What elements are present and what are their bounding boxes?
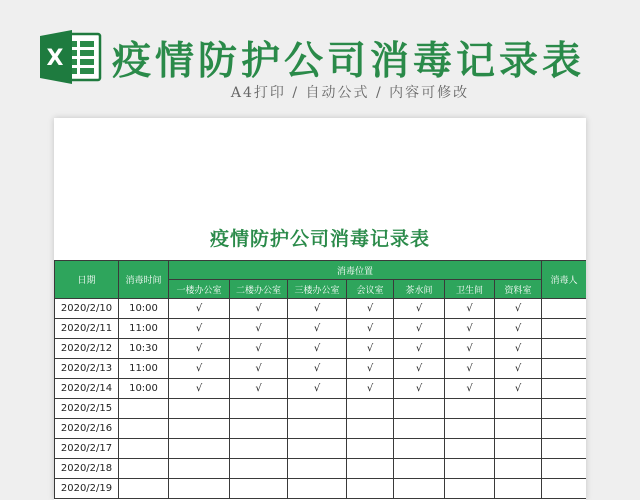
- checkmark-cell[interactable]: [169, 439, 230, 459]
- checkmark-cell[interactable]: [445, 459, 495, 479]
- checkmark-cell[interactable]: [347, 479, 394, 499]
- checkmark-cell[interactable]: √: [169, 379, 230, 399]
- disinfection-record-table: [54, 260, 586, 499]
- checkmark-cell[interactable]: √: [394, 319, 445, 339]
- date-cell[interactable]: 2020/2/13: [55, 359, 119, 379]
- header-person: 消毒人: [542, 261, 586, 299]
- checkmark-cell[interactable]: [495, 479, 542, 499]
- checkmark-cell[interactable]: √: [495, 299, 542, 319]
- checkmark-cell[interactable]: [394, 419, 445, 439]
- header-location: 卫生间: [445, 280, 495, 299]
- header-location: 茶水间: [394, 280, 445, 299]
- checkmark-cell[interactable]: √: [169, 319, 230, 339]
- checkmark-cell[interactable]: √: [445, 359, 495, 379]
- time-cell[interactable]: 11:00: [119, 359, 169, 379]
- time-cell[interactable]: 10:00: [119, 379, 169, 399]
- checkmark-cell[interactable]: [230, 419, 288, 439]
- table-row: [55, 439, 587, 459]
- checkmark-cell[interactable]: [445, 399, 495, 419]
- checkmark-cell[interactable]: √: [230, 299, 288, 319]
- checkmark-cell[interactable]: √: [288, 299, 347, 319]
- date-cell[interactable]: 2020/2/17: [55, 439, 119, 459]
- header-location: 二楼办公室: [230, 280, 288, 299]
- table-row: [55, 319, 587, 339]
- checkmark-cell[interactable]: [495, 459, 542, 479]
- header-location: 会议室: [347, 280, 394, 299]
- checkmark-cell[interactable]: √: [445, 339, 495, 359]
- checkmark-cell[interactable]: √: [169, 359, 230, 379]
- date-cell[interactable]: 2020/2/11: [55, 319, 119, 339]
- checkmark-cell[interactable]: [288, 479, 347, 499]
- checkmark-cell[interactable]: [230, 399, 288, 419]
- checkmark-cell[interactable]: [394, 399, 445, 419]
- table-row: [55, 359, 587, 379]
- checkmark-cell[interactable]: √: [169, 299, 230, 319]
- checkmark-cell[interactable]: √: [495, 319, 542, 339]
- checkmark-cell[interactable]: [394, 459, 445, 479]
- checkmark-cell[interactable]: [169, 399, 230, 419]
- person-cell[interactable]: [542, 339, 586, 359]
- checkmark-cell[interactable]: √: [347, 339, 394, 359]
- sheet-title: 疫情防护公司消毒记录表: [209, 228, 430, 250]
- checkmark-cell[interactable]: √: [495, 339, 542, 359]
- time-cell[interactable]: [119, 399, 169, 419]
- table-row: [55, 339, 587, 359]
- date-cell[interactable]: 2020/2/12: [55, 339, 119, 359]
- person-cell[interactable]: [542, 459, 586, 479]
- checkmark-cell[interactable]: √: [495, 359, 542, 379]
- time-cell[interactable]: 10:30: [119, 339, 169, 359]
- checkmark-cell[interactable]: √: [495, 379, 542, 399]
- checkmark-cell[interactable]: [288, 459, 347, 479]
- checkmark-cell[interactable]: √: [230, 339, 288, 359]
- checkmark-cell[interactable]: [288, 399, 347, 419]
- date-cell[interactable]: 2020/2/16: [55, 419, 119, 439]
- checkmark-cell[interactable]: √: [394, 299, 445, 319]
- header-date: 日期: [55, 261, 119, 299]
- date-cell[interactable]: 2020/2/14: [55, 379, 119, 399]
- checkmark-cell[interactable]: [495, 419, 542, 439]
- spreadsheet-page: [54, 118, 586, 500]
- banner: [0, 0, 640, 118]
- date-cell[interactable]: 2020/2/18: [55, 459, 119, 479]
- checkmark-cell[interactable]: √: [347, 319, 394, 339]
- checkmark-cell[interactable]: √: [445, 299, 495, 319]
- person-cell[interactable]: [542, 299, 586, 319]
- checkmark-cell[interactable]: √: [288, 379, 347, 399]
- checkmark-cell[interactable]: [495, 439, 542, 459]
- checkmark-cell[interactable]: √: [288, 319, 347, 339]
- page-subtitle: A4打印 / 自动公式 / 内容可修改: [230, 85, 470, 101]
- checkmark-cell[interactable]: [347, 399, 394, 419]
- checkmark-cell[interactable]: √: [347, 379, 394, 399]
- table-row: [55, 379, 587, 399]
- checkmark-cell[interactable]: [445, 479, 495, 499]
- checkmark-cell[interactable]: [394, 479, 445, 499]
- checkmark-cell[interactable]: [169, 479, 230, 499]
- time-cell[interactable]: 10:00: [119, 299, 169, 319]
- checkmark-cell[interactable]: [495, 399, 542, 419]
- checkmark-cell[interactable]: √: [347, 299, 394, 319]
- checkmark-cell[interactable]: [445, 419, 495, 439]
- table-row: [55, 459, 587, 479]
- checkmark-cell[interactable]: √: [394, 359, 445, 379]
- checkmark-cell[interactable]: √: [169, 339, 230, 359]
- checkmark-cell[interactable]: [394, 439, 445, 459]
- header-location-group: 消毒位置: [169, 261, 542, 280]
- person-cell[interactable]: [542, 479, 586, 499]
- time-cell[interactable]: [119, 439, 169, 459]
- header-time: 消毒时间: [119, 261, 169, 299]
- time-cell[interactable]: [119, 419, 169, 439]
- table-row: [55, 299, 587, 319]
- checkmark-cell[interactable]: [169, 459, 230, 479]
- checkmark-cell[interactable]: [169, 419, 230, 439]
- person-cell[interactable]: [542, 319, 586, 339]
- checkmark-cell[interactable]: [288, 439, 347, 459]
- page-title: 疫情防护公司消毒记录表: [112, 39, 586, 84]
- time-cell[interactable]: [119, 479, 169, 499]
- checkmark-cell[interactable]: √: [445, 379, 495, 399]
- checkmark-cell[interactable]: √: [288, 359, 347, 379]
- checkmark-cell[interactable]: √: [394, 379, 445, 399]
- checkmark-cell[interactable]: [288, 419, 347, 439]
- checkmark-cell[interactable]: [230, 459, 288, 479]
- checkmark-cell[interactable]: [230, 439, 288, 459]
- date-cell[interactable]: 2020/2/15: [55, 399, 119, 419]
- person-cell[interactable]: [542, 359, 586, 379]
- header-location: 资料室: [495, 280, 542, 299]
- table-row: [55, 419, 587, 439]
- checkmark-cell[interactable]: √: [230, 379, 288, 399]
- checkmark-cell[interactable]: [445, 439, 495, 459]
- checkmark-cell[interactable]: √: [230, 359, 288, 379]
- checkmark-cell[interactable]: √: [394, 339, 445, 359]
- time-cell[interactable]: 11:00: [119, 319, 169, 339]
- checkmark-cell[interactable]: √: [288, 339, 347, 359]
- date-cell[interactable]: 2020/2/19: [55, 479, 119, 499]
- checkmark-cell[interactable]: √: [347, 359, 394, 379]
- checkmark-cell[interactable]: [347, 419, 394, 439]
- excel-logo-letter: X: [46, 46, 64, 71]
- excel-logo-icon: [38, 28, 102, 86]
- person-cell[interactable]: [542, 399, 586, 419]
- checkmark-cell[interactable]: [347, 439, 394, 459]
- checkmark-cell[interactable]: √: [445, 319, 495, 339]
- person-cell[interactable]: [542, 419, 586, 439]
- checkmark-cell[interactable]: [347, 459, 394, 479]
- header-location: 三楼办公室: [288, 280, 347, 299]
- checkmark-cell[interactable]: [230, 479, 288, 499]
- time-cell[interactable]: [119, 459, 169, 479]
- table-row: [55, 479, 587, 499]
- person-cell[interactable]: [542, 439, 586, 459]
- person-cell[interactable]: [542, 379, 586, 399]
- checkmark-cell[interactable]: √: [230, 319, 288, 339]
- header-location: 一楼办公室: [169, 280, 230, 299]
- date-cell[interactable]: 2020/2/10: [55, 299, 119, 319]
- table-row: [55, 399, 587, 419]
